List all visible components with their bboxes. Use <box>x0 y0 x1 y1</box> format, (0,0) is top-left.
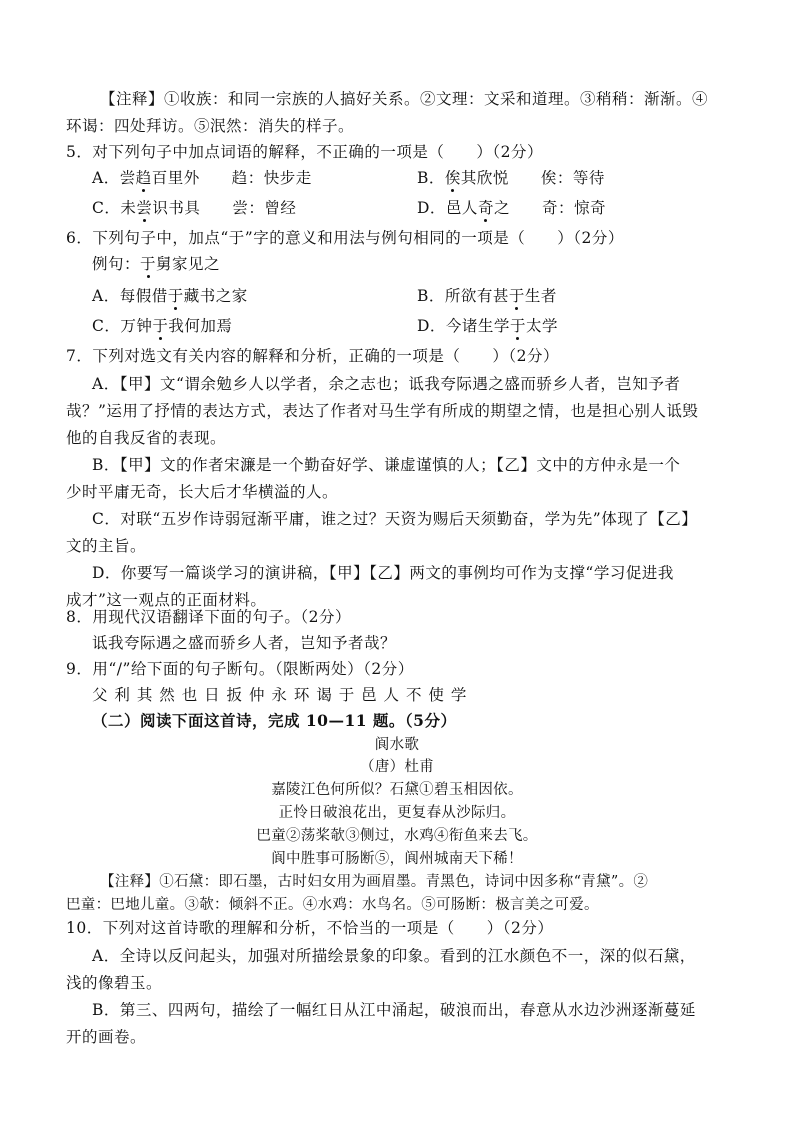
example-text: 例句： <box>92 255 141 273</box>
option-text: 之 奇：惊奇 <box>493 199 606 217</box>
option-text: A．尝 <box>92 169 136 187</box>
example-text: 舅家见之 <box>156 255 221 273</box>
poem-line: 巴童②荡桨欹③侧过，水鸡④衔鱼来去飞。 <box>256 828 538 844</box>
q7-option-a-line: 他的自我反省的表现。 <box>66 429 227 447</box>
q7-option-b-line: 少时平庸无奇，长大后才华横溢的人。 <box>66 483 339 501</box>
dotted-word: 尝 <box>136 199 153 217</box>
option-text: B． <box>417 169 445 187</box>
option-text: C．未 <box>92 199 137 217</box>
dotted-word: 于 <box>140 255 157 273</box>
dotted-word: 奇 <box>477 199 494 217</box>
dotted-word: 于 <box>508 287 525 305</box>
q8-sentence: 诋我夸际遇之盛而骄乡人者，岂知予者哉？ <box>92 634 397 652</box>
q7-option-a-line: 哉？”运用了抒情的表达方式，表达了作者对马生学有所成的期望之情，也是担心别人诋毁 <box>66 402 699 420</box>
q7-option-c-line: C．对联“五岁作诗弱冠渐平庸，谁之过？天资为赐后天须勤奋，学为先”体现了【乙】 <box>92 510 698 528</box>
option-text: D．邑人 <box>417 199 478 217</box>
poem-author: （唐）杜甫 <box>360 759 434 775</box>
question-5-stem: 5．对下列句子中加点词语的解释，不正确的一项是（ ）（2分） <box>66 143 543 161</box>
q7-option-d-line: 成才”这一观点的正面材料。 <box>66 591 267 609</box>
question-10-stem: 10．下列对这首诗歌的理解和分析，不恰当的一项是（ ）（2分） <box>66 919 554 937</box>
dotted-word: 于 <box>167 287 184 305</box>
option-text: 我何加焉 <box>168 317 233 335</box>
option-text: 百里外 趋：快步走 <box>151 169 312 187</box>
question-7-stem: 7．下列对选文有关内容的解释和分析，正确的一项是（ ）（2分） <box>66 347 559 365</box>
question-9-stem: 9．用“/”给下面的句子断句。（限断两处）（2分） <box>66 660 414 678</box>
poem-line: 嘉陵江色何所似？石黛①碧玉相因依。 <box>271 782 523 798</box>
option-text: 识书具 尝：曾经 <box>152 199 297 217</box>
option-text: 太学 <box>525 317 558 335</box>
option-text: 藏书之家 <box>183 287 248 305</box>
q5-option-a <box>92 168 312 188</box>
option-text: 生者 <box>524 287 557 305</box>
poem-title: 阆水歌 <box>374 737 420 753</box>
dotted-word: 俟 <box>444 169 461 187</box>
notes-line: 【注释】①石黛：即石墨，古时妇女用为画眉墨。青黑色，诗词中因多称“青黛”。② <box>100 874 649 890</box>
q6-option-d <box>417 316 558 336</box>
q6-option-c <box>92 316 232 336</box>
option-text: C．万钟 <box>92 317 153 335</box>
option-text: D．今诸生学 <box>417 317 510 335</box>
q7-option-b-line: B．【甲】文的作者宋濂是一个勤奋好学、谦虚谨慎的人；【乙】文中的方仲永是一个 <box>92 456 681 474</box>
q10-option-a-line: 浅的像碧玉。 <box>66 974 163 992</box>
q6-option-a <box>92 286 248 306</box>
q7-option-d-line: D．你要写一篇谈学习的演讲稿，【甲】【乙】两文的事例均可作为支撑“学习促进我 <box>92 564 674 582</box>
q5-option-b <box>417 168 605 188</box>
notes-line: 巴童：巴地儿童。③欹：倾斜不正。④水鸡：水鸟名。⑤可肠断：极言美之可爱。 <box>66 897 599 913</box>
q7-option-c-line: 文的主旨。 <box>66 537 147 555</box>
dotted-word: 趋 <box>135 169 152 187</box>
q10-option-b-line: B．第三、四两句，描绘了一幅红日从江中涌起，破浪而出，春意从水边沙洲逐渐蔓延 <box>92 1001 696 1019</box>
dotted-word: 于 <box>509 317 526 335</box>
q7-option-a-line: A．【甲】文“谓余勉乡人以学者，余之志也；诋我夸际遇之盛而骄乡人者，岂知予者 <box>92 375 681 393</box>
question-6-stem: 6．下列句子中，加点“于”字的意义和用法与例句相同的一项是（ ）（2分） <box>66 229 624 247</box>
q10-option-a-line: A．全诗以反问起头，加强对所描绘景象的印象。看到的江水颜色不一，深的似石黛， <box>92 947 696 965</box>
poem-line: 正怜日破浪花出，更复春从沙际归。 <box>278 805 516 821</box>
section-heading: （二）阅读下面这首诗，完成 10—11 题。（5分） <box>92 711 457 730</box>
dotted-word: 于 <box>152 317 169 335</box>
question-8-stem: 8．用现代汉语翻译下面的句子。（2分） <box>66 608 351 626</box>
option-text: A．每假借 <box>92 287 168 305</box>
q5-option-c <box>92 198 296 218</box>
notes-line: 【注释】①收族：和同一宗族的人搞好关系。②文理：文采和道理。③稍稍：渐渐。④ <box>100 90 709 108</box>
q6-option-b <box>417 286 557 306</box>
option-text: 其欣悦 俟：等待 <box>460 169 605 187</box>
q10-option-b-line: 开的画卷。 <box>66 1028 147 1046</box>
q9-sentence: 父 利 其 然 也 日 扳 仲 永 环 谒 于 邑 人 不 使 学 <box>92 686 468 704</box>
poem-line: 阆中胜事可肠断⑤，阆州城南天下稀！ <box>271 851 523 867</box>
notes-line: 环谒：四处拜访。⑤泯然：消失的样子。 <box>66 117 355 135</box>
q5-option-d <box>417 198 606 218</box>
option-text: B．所欲有甚 <box>417 287 509 305</box>
q6-example <box>92 254 220 274</box>
